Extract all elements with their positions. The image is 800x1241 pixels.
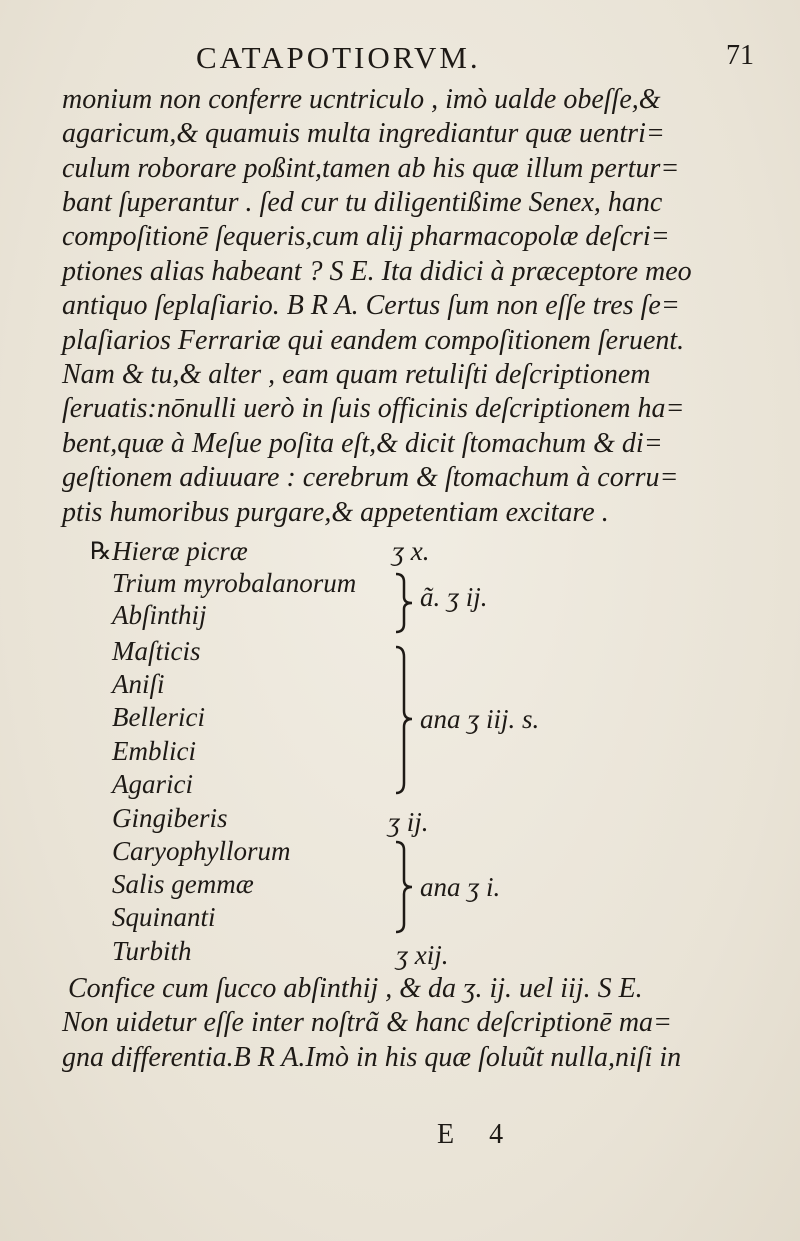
group-quantity: ã. ʒ ij. — [420, 582, 488, 612]
page-number: 71 — [726, 40, 754, 71]
ingredient-quantity: ʒ ij. — [388, 807, 429, 837]
ingredient: Agarici — [112, 769, 193, 799]
body-line: agaricum,& quamuis multa ingrediantur quæ uentri= — [62, 118, 665, 149]
ingredient: Trium myrobalanorum — [112, 568, 357, 598]
ingredient: Gingiberis — [112, 803, 228, 833]
brace-icon — [394, 572, 416, 634]
running-head: CATAPOTIORVM. — [196, 40, 481, 75]
group-quantity: ana ʒ iij. s. — [420, 704, 540, 734]
body-line: ſeruatis:nōnulli uerò in ſuis officinis deſcriptionem ha= — [62, 393, 685, 424]
body-line: geſtionem adiuuare : cerebrum & ſtomachum à corru= — [62, 462, 679, 493]
ingredient: Aniſi — [112, 669, 165, 699]
signature-mark: E 4 — [437, 1119, 518, 1150]
ingredient: Bellerici — [112, 702, 205, 732]
ingredient: Turbith — [112, 936, 192, 966]
recipe-symbol: ℞ — [90, 539, 112, 565]
body-line: bant ſuperantur . ſed cur tu diligentißime Senex, hanc — [62, 187, 663, 218]
body-line: ptis humoribus purgare,& appetentiam excitare . — [62, 497, 609, 528]
body-line: Confice cum ſucco abſinthij , & da ʒ. ij. uel iij. S E. — [68, 973, 643, 1004]
body-line: ptiones alias habeant ? S E. Ita didici à præceptore meo — [62, 256, 692, 287]
body-line: culum roborare poßint,tamen ab his quæ illum pertur= — [62, 153, 680, 184]
body-line: Nam & tu,& alter , eam quam retuliſti deſcriptionem — [62, 359, 651, 390]
body-line: Non uidetur eſſe inter noſtrã & hanc deſcriptionē ma= — [62, 1007, 672, 1038]
ingredient: Caryophyllorum — [112, 836, 291, 866]
body-line: compoſitionē ſequeris,cum alij pharmacopolæ deſcri= — [62, 221, 670, 252]
body-line: bent,quæ à Meſue poſita eſt,& dicit ſtomachum & di= — [62, 428, 663, 459]
ingredient: Emblici — [112, 736, 196, 766]
ingredient: Hieræ picræ — [112, 536, 248, 566]
ingredient: Abſinthij — [112, 600, 207, 630]
brace-icon — [394, 645, 416, 795]
ingredient-quantity: ʒ xij. — [396, 940, 449, 970]
ingredient: Salis gemmæ — [112, 869, 254, 899]
group-quantity: ana ʒ i. — [420, 872, 501, 902]
body-line: monium non conferre ucntriculo , imò ualde obeſſe,& — [62, 84, 661, 115]
ingredient-quantity: ʒ x. — [392, 536, 430, 566]
ingredient: Squinanti — [112, 902, 216, 932]
body-line: gna differentia.B R A.Imò in his quæ ſoluũt nulla,niſi in — [62, 1042, 682, 1073]
brace-icon — [394, 840, 416, 934]
body-line: antiquo ſeplaſiario. B R A. Certus ſum non eſſe tres ſe= — [62, 290, 680, 321]
body-line: plaſiarios Ferrariæ qui eandem compoſitionem ſeruent. — [62, 325, 685, 356]
ingredient: Maſticis — [112, 636, 201, 666]
